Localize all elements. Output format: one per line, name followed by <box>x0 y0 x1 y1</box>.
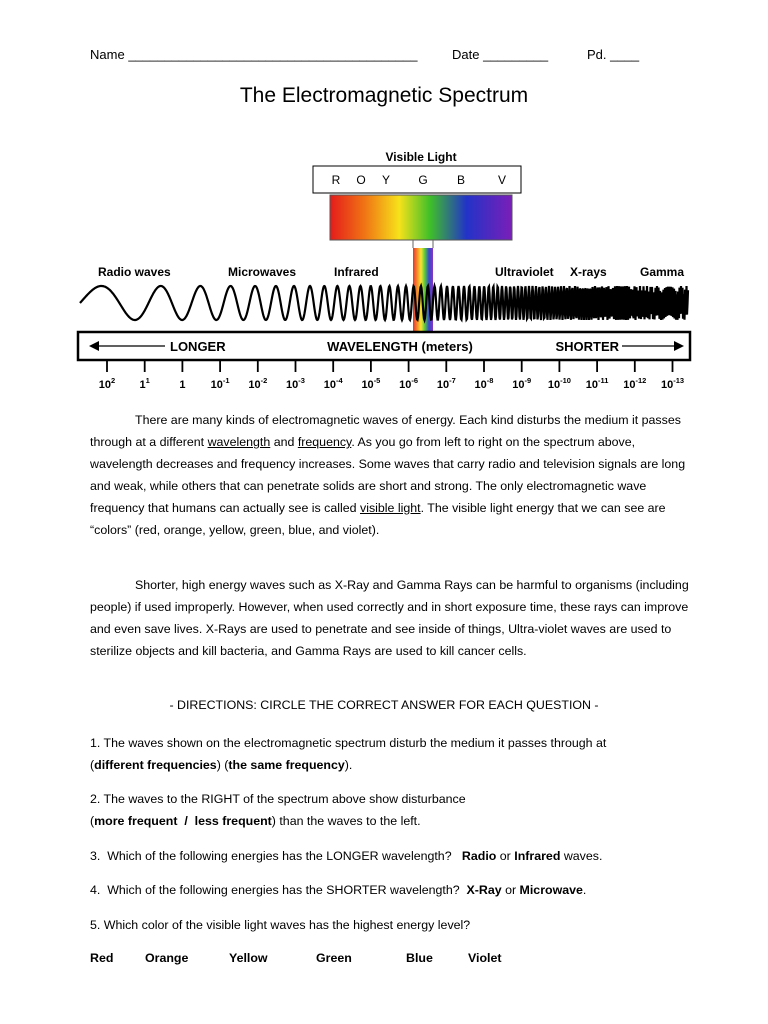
visible-spectrum-band <box>330 195 512 240</box>
q4-choice-a[interactable]: X-Ray <box>466 883 502 897</box>
name-label: Name <box>90 47 125 62</box>
axis-wavelength-label: WAVELENGTH (meters) <box>327 339 473 354</box>
color-choice-yellow[interactable]: Yellow <box>229 951 268 965</box>
q2-choice-a[interactable]: more frequent <box>94 814 178 828</box>
axis-tick-label: $10^{-7}$ <box>436 376 456 391</box>
visible-light-label: Visible Light <box>385 150 457 164</box>
q3-end: waves. <box>560 849 603 863</box>
axis-tick-label: $10^{-11}$ <box>585 376 609 391</box>
p1-text-3: . As you go from left to right on the spectrum above, wavelength decreases and frequency increases. Some waves that carry radio and television signals are long and weak, while others that can penetrate solids are short and strong. The only electromagnetic wave frequency that humans can actually see is called <box>90 435 686 515</box>
axis-tick-label: $10^{-4}$ <box>323 376 343 391</box>
page-title: The Electromagnetic Spectrum <box>239 84 529 107</box>
region-label: Ultraviolet <box>495 265 554 279</box>
p1-term-visible-light: visible light <box>360 501 421 515</box>
axis-tick-label: $10^2$ <box>98 376 116 391</box>
directions-heading: - DIRECTIONS: CIRCLE THE CORRECT ANSWER FOR EACH QUESTION - <box>169 698 599 712</box>
wavelength-ticks <box>99 360 684 391</box>
q1-choice-b[interactable]: the same frequency <box>228 758 345 772</box>
axis-tick-label: 1 <box>179 379 186 391</box>
p1-term-frequency: frequency <box>297 435 352 449</box>
color-choice-orange[interactable]: Orange <box>145 951 189 965</box>
visible-letter: V <box>497 173 507 187</box>
name-blank[interactable]: ________________________________________ <box>128 47 418 62</box>
em-spectrum-diagram <box>0 140 768 405</box>
date-field <box>452 47 548 62</box>
p2-text: Shorter, high energy waves such as X-Ray and Gamma Rays can be harmful to organisms (including people) if used improperly. However, when used correctly and in short exposure time, these rays can improve and even save lives. X-Rays are used to penetrate and see inside of things, Ultra-violet waves are used to sterilize objects and kill bacteria, and Gamma Rays are used to kill cancer cells. <box>90 578 689 658</box>
question-4 <box>90 879 700 901</box>
visible-letter: O <box>356 173 366 187</box>
q5-text: 5. Which color of the visible light waves has the highest energy level? <box>90 918 471 932</box>
axis-tick-label: $10^{-3}$ <box>286 376 305 391</box>
color-choice-red[interactable]: Red <box>90 951 114 965</box>
visible-letter: Y <box>381 173 391 187</box>
p1-text-2: and <box>270 435 298 449</box>
q1-mid: ) ( <box>216 758 229 772</box>
axis-tick-label: $10^{-2}$ <box>248 376 268 391</box>
date-label: Date <box>452 47 480 62</box>
q3-choice-a[interactable]: Radio <box>461 849 497 863</box>
date-blank[interactable]: _________ <box>483 47 549 62</box>
q3-or: or <box>496 849 515 863</box>
axis-longer-label: LONGER <box>170 339 226 354</box>
region-label: Radio waves <box>98 265 171 279</box>
region-label: Infrared <box>334 265 379 279</box>
color-choice-green[interactable]: Green <box>316 951 352 965</box>
q4-or: or <box>501 883 520 897</box>
axis-tick-label: $10^{-10}$ <box>547 376 571 391</box>
color-choice-violet[interactable]: Violet <box>468 951 502 965</box>
danger-paragraph <box>90 574 690 662</box>
period-field <box>587 47 639 62</box>
q3-text: 3. Which of the following energies has the LONGER wavelength? <box>90 849 462 863</box>
q4-text: 4. Which of the following energies has the SHORTER wavelength? <box>90 883 467 897</box>
name-field <box>90 47 418 62</box>
axis-tick-label: $10^{-9}$ <box>512 376 532 391</box>
region-label: Microwaves <box>228 265 297 279</box>
p1-term-wavelength: wavelength <box>207 435 271 449</box>
question-3 <box>90 845 700 867</box>
visible-letters-box <box>313 166 521 193</box>
q2-close: ) than the waves to the left. <box>271 814 421 828</box>
axis-tick-label: $10^{-6}$ <box>399 376 419 391</box>
q3-choice-b[interactable]: Infrared <box>514 849 561 863</box>
wave-line <box>80 286 688 320</box>
question-2 <box>90 788 700 832</box>
region-labels <box>98 265 684 279</box>
axis-tick-label: $10^{-8}$ <box>474 376 494 391</box>
axis-tick-label: $10^{-1}$ <box>210 376 230 391</box>
visible-letter: R <box>331 173 341 187</box>
axis-tick-label: $10^{-5}$ <box>361 376 381 391</box>
axis-tick-label: $10^{-12}$ <box>623 376 647 391</box>
period-label: Pd. <box>587 47 607 62</box>
q4-choice-b[interactable]: Microwave <box>519 883 583 897</box>
axis-tick-label: $10^{-13}$ <box>660 376 685 391</box>
region-label: X-rays <box>570 265 607 279</box>
p1-text-4: . The visible light energy that we can see are “colors” (red, orange, yellow, green, blue, and violet). <box>90 501 666 537</box>
q2-open: ( <box>90 814 95 828</box>
q1-open: ( <box>90 758 95 772</box>
axis-tick-label: $1^1$ <box>139 376 150 391</box>
question-5 <box>90 914 700 936</box>
p1-text-1: There are many kinds of electromagnetic waves of energy. Each kind disturbs the medium it passes through at a different <box>90 413 681 449</box>
intro-paragraph <box>90 409 690 541</box>
q2-sep: / <box>177 814 195 828</box>
visible-letter: B <box>456 173 466 187</box>
q1-choice-a[interactable]: different frequencies <box>94 758 217 772</box>
q1-text: 1. The waves shown on the electromagnetic spectrum disturb the medium it passes through at <box>90 736 607 750</box>
q2-text: 2. The waves to the RIGHT of the spectrum above show disturbance <box>90 792 466 806</box>
axis-shorter-label: SHORTER <box>555 339 619 354</box>
period-blank[interactable]: ____ <box>610 47 640 62</box>
q4-end: . <box>582 883 587 897</box>
q1-close: ). <box>344 758 353 772</box>
visible-letter: G <box>418 173 428 187</box>
region-label: Gamma <box>640 265 685 279</box>
question-1 <box>90 732 700 776</box>
color-choice-blue[interactable]: Blue <box>406 951 433 965</box>
q2-choice-b[interactable]: less frequent <box>194 814 272 828</box>
